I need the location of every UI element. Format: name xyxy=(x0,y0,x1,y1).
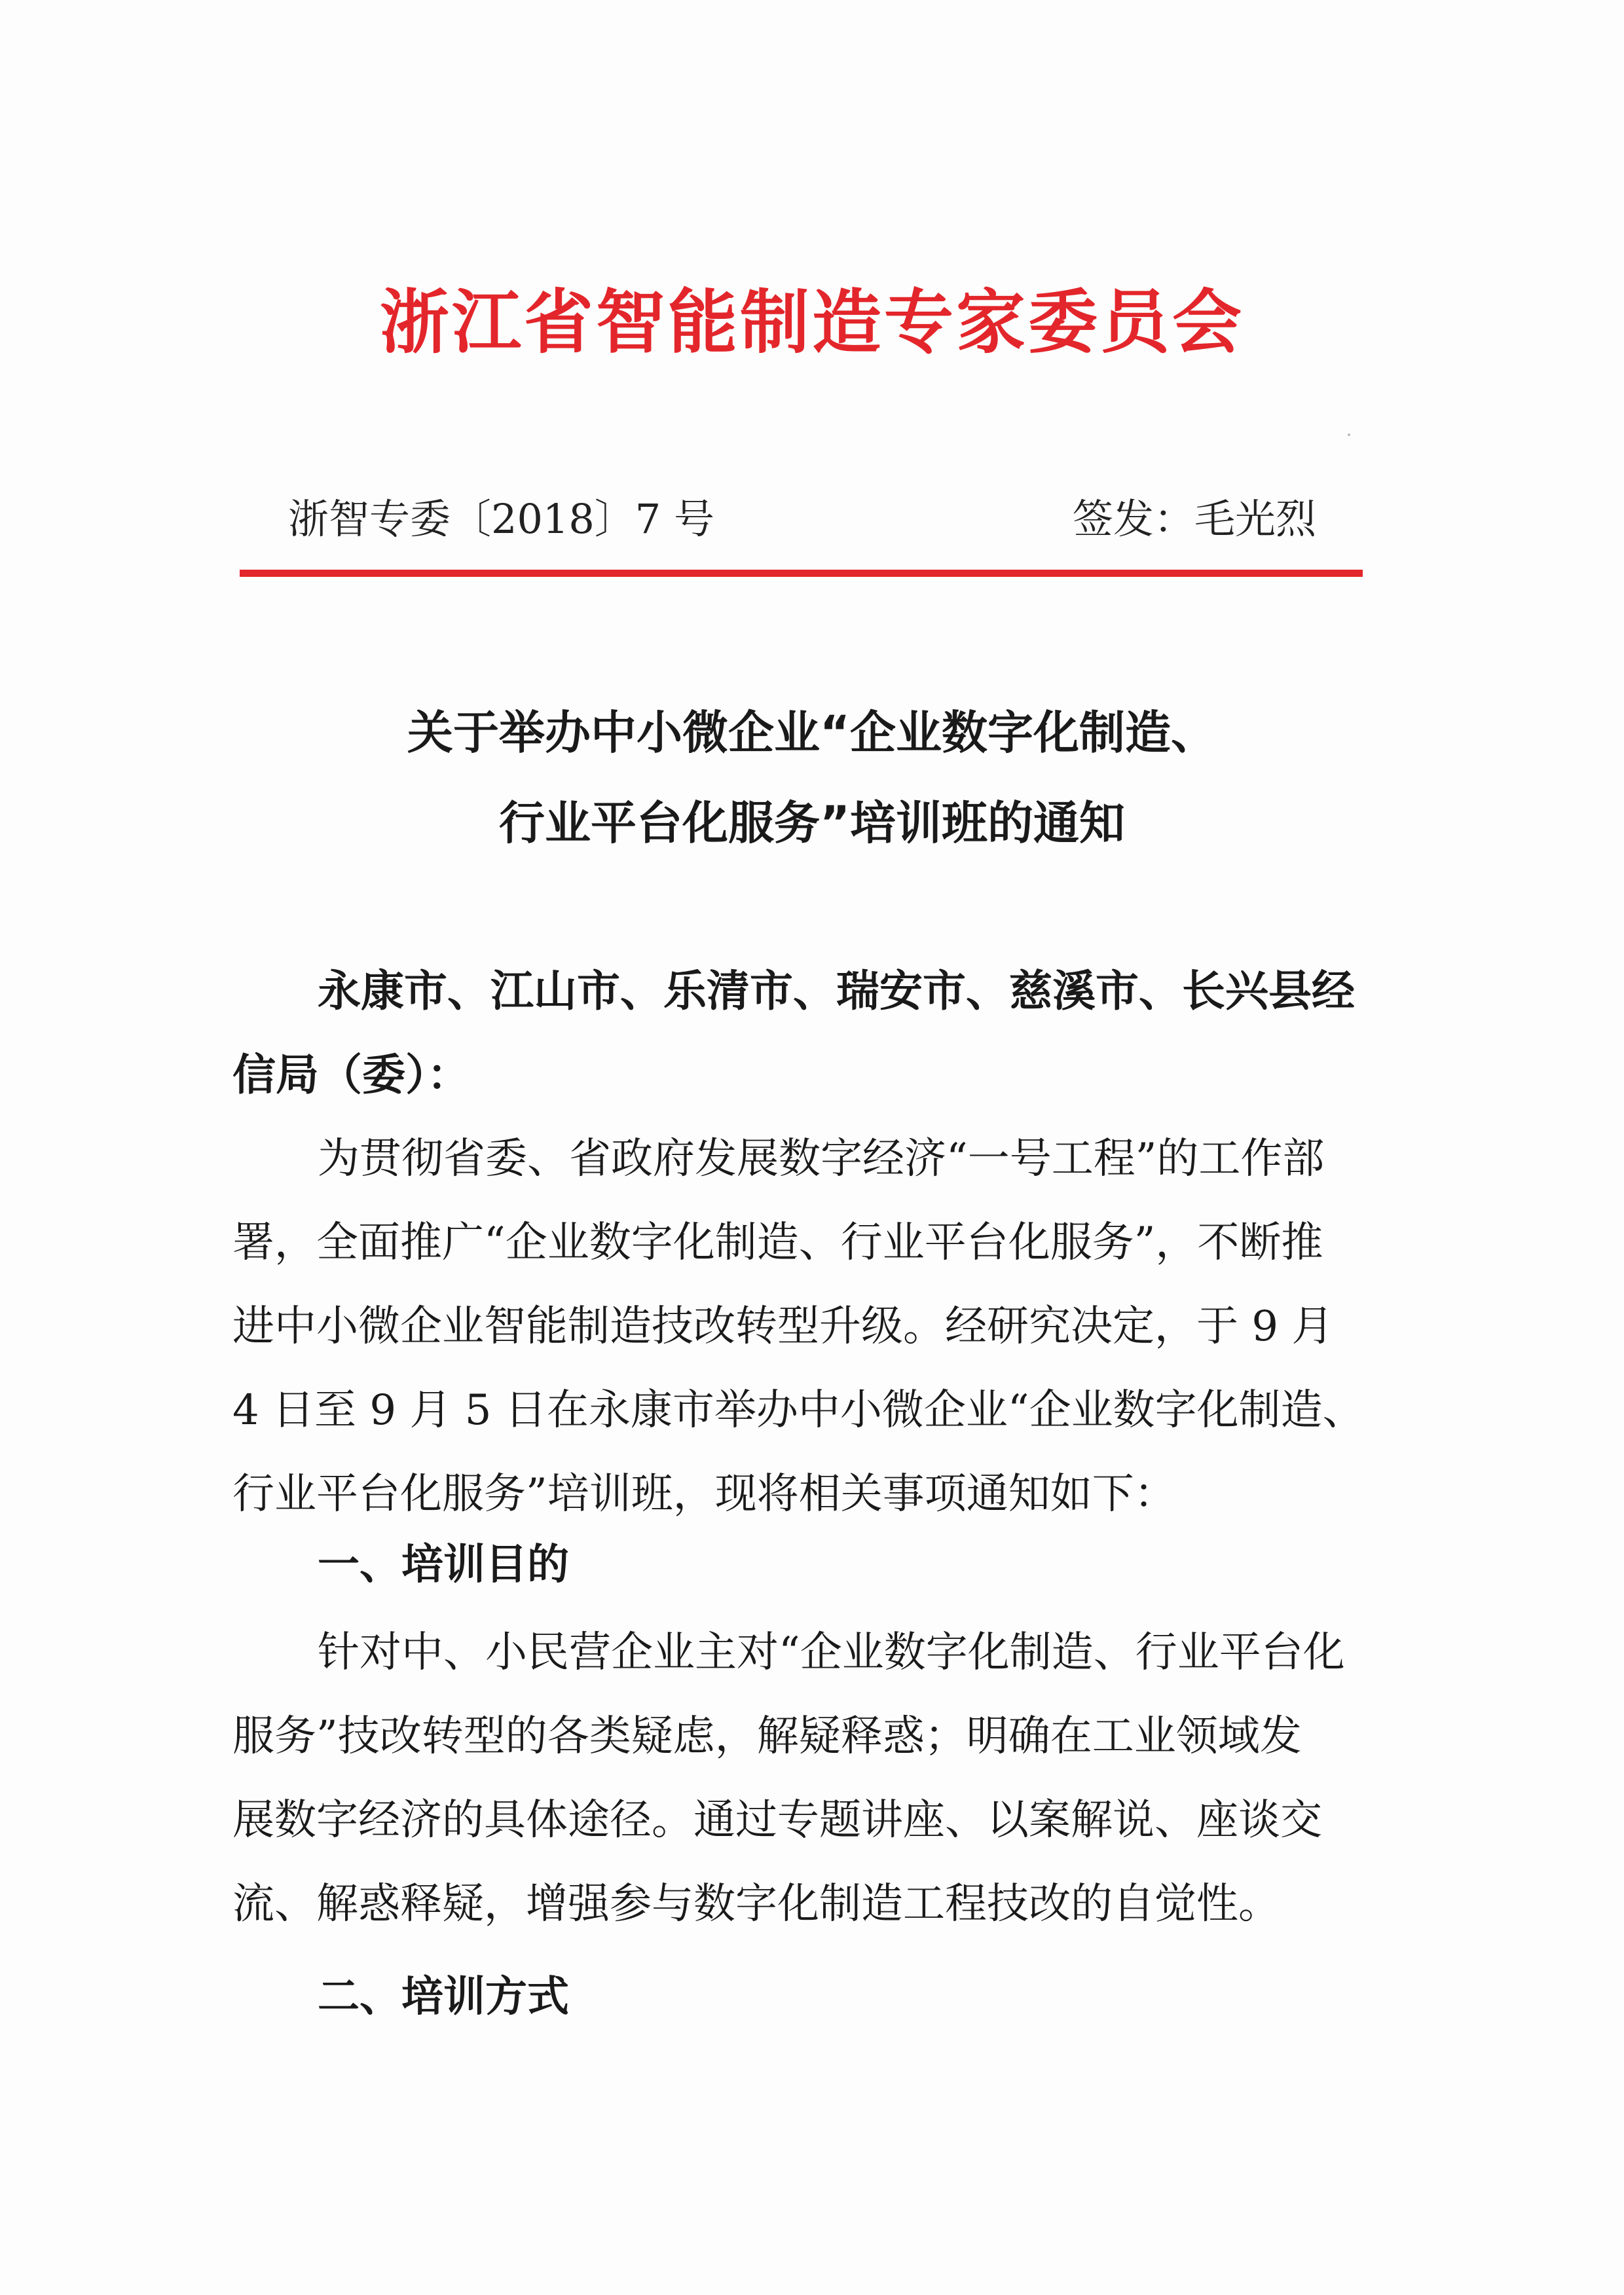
notice-title-line: 关于举办中小微企业“企业数字化制造、 xyxy=(407,706,1217,760)
paragraph-line: 进中小微企业智能制造技改转型升级。经研究决定，于 9 月 xyxy=(232,1302,1334,1351)
paragraph-line: 行业平台化服务”培训班，现将相关事项通知如下： xyxy=(232,1470,1176,1518)
paragraph-line: 流、解惑释疑，增强参与数字化制造工程技改的自觉性。 xyxy=(232,1880,1280,1928)
notice-title xyxy=(0,688,1624,868)
paragraph-line: 为贯彻省委、省政府发展数字经济“一号工程”的工作部 xyxy=(318,1135,1325,1183)
paragraph-line: 针对中、小民营企业主对“企业数字化制造、行业平台化 xyxy=(318,1628,1345,1677)
issuing-organization-title: 浙江省智能制造专家委员会 xyxy=(380,282,1244,363)
section-heading-training-purpose: 一、培训目的 xyxy=(318,1541,569,1589)
document-number: 浙智专委〔2018〕7 号 xyxy=(288,495,714,543)
salutation xyxy=(232,949,1365,1117)
salutation-line: 永康市、江山市、乐清市、瑞安市、慈溪市、长兴县经 xyxy=(318,966,1355,1016)
notice-title-line: 行业平台化服务”培训班的通知 xyxy=(498,796,1125,850)
paragraph-line: 4 日至 9 月 5 日在永康市举办中小微企业“企业数字化制造、 xyxy=(232,1386,1365,1435)
section-heading-training-method: 二、培训方式 xyxy=(318,1973,569,2021)
paragraph-line: 展数字经济的具体途径。通过专题讲座、以案解说、座谈交 xyxy=(232,1796,1322,1845)
signer-label: 签发：毛光烈 xyxy=(1072,495,1316,543)
scan-speck xyxy=(1348,433,1350,436)
salutation-line: 信局（委）： xyxy=(232,1050,470,1100)
intro-paragraph xyxy=(232,1117,1365,1536)
paragraph-line: 署，全面推广“企业数字化制造、行业平台化服务”，不断推 xyxy=(232,1219,1323,1267)
training-purpose-paragraph xyxy=(232,1611,1365,1946)
paragraph-line: 服务”技改转型的各类疑虑，解疑释惑；明确在工业领域发 xyxy=(232,1712,1302,1761)
red-header-rule xyxy=(240,570,1363,577)
